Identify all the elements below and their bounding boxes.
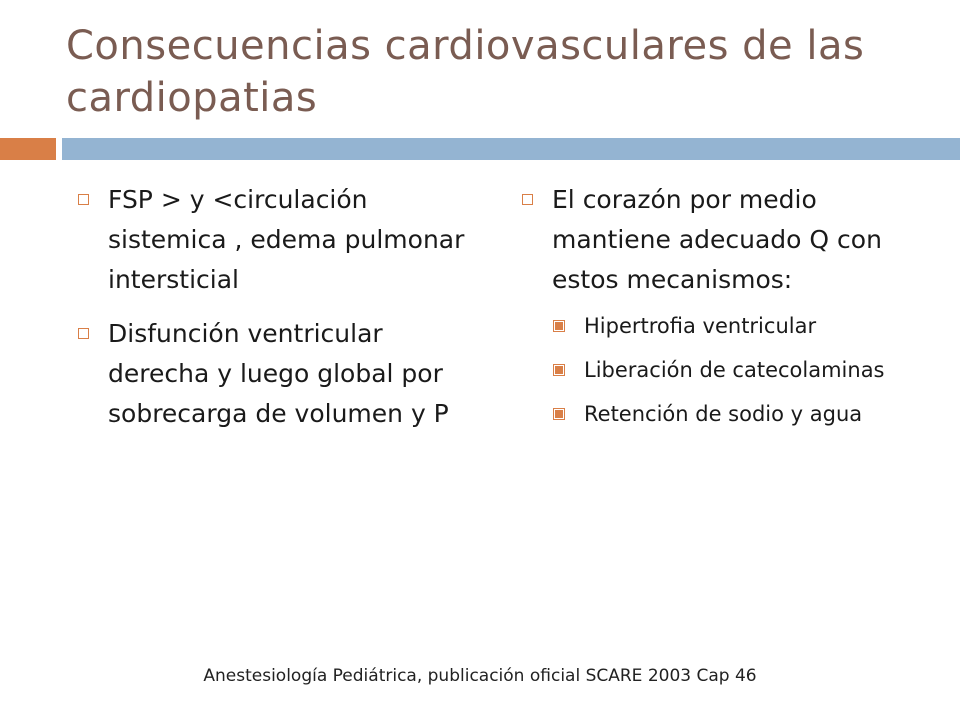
sub-bullet-text: Hipertrofia ventricular bbox=[584, 314, 817, 338]
bullet-text: FSP > y <circulación sistemica , edema pulmonar intersticial bbox=[108, 185, 465, 294]
box-bullet-icon bbox=[522, 194, 533, 205]
bullet-text: Disfunción ventricular derecha y luego global por sobrecarga de volumen y P bbox=[108, 319, 449, 428]
sub-bullet-item bbox=[552, 352, 940, 388]
bullet-item bbox=[76, 180, 476, 300]
square-bullet-icon bbox=[554, 409, 564, 419]
square-bullet-icon bbox=[554, 365, 564, 375]
right-column bbox=[520, 180, 940, 438]
sub-bullet-text: Liberación de catecolaminas bbox=[584, 358, 885, 382]
box-bullet-icon bbox=[78, 328, 89, 339]
left-column bbox=[76, 180, 476, 448]
bullet-item bbox=[76, 314, 476, 434]
square-bullet-icon bbox=[554, 321, 564, 331]
slide-title: Consecuencias cardiovasculares de las cardiopatias bbox=[66, 23, 865, 121]
bullet-item bbox=[520, 180, 940, 300]
sub-bullet-item bbox=[552, 396, 940, 432]
accent-bar-orange bbox=[0, 138, 56, 160]
accent-bar-blue bbox=[62, 138, 960, 160]
citation-footer: Anestesiología Pediátrica, publicación oficial SCARE 2003 Cap 46 bbox=[203, 666, 757, 686]
sub-bullet-text: Retención de sodio y agua bbox=[584, 402, 863, 426]
sub-bullet-item bbox=[552, 308, 940, 344]
bullet-text: El corazón por medio mantiene adecuado Q con estos mecanismos: bbox=[552, 185, 882, 294]
box-bullet-icon bbox=[78, 194, 89, 205]
